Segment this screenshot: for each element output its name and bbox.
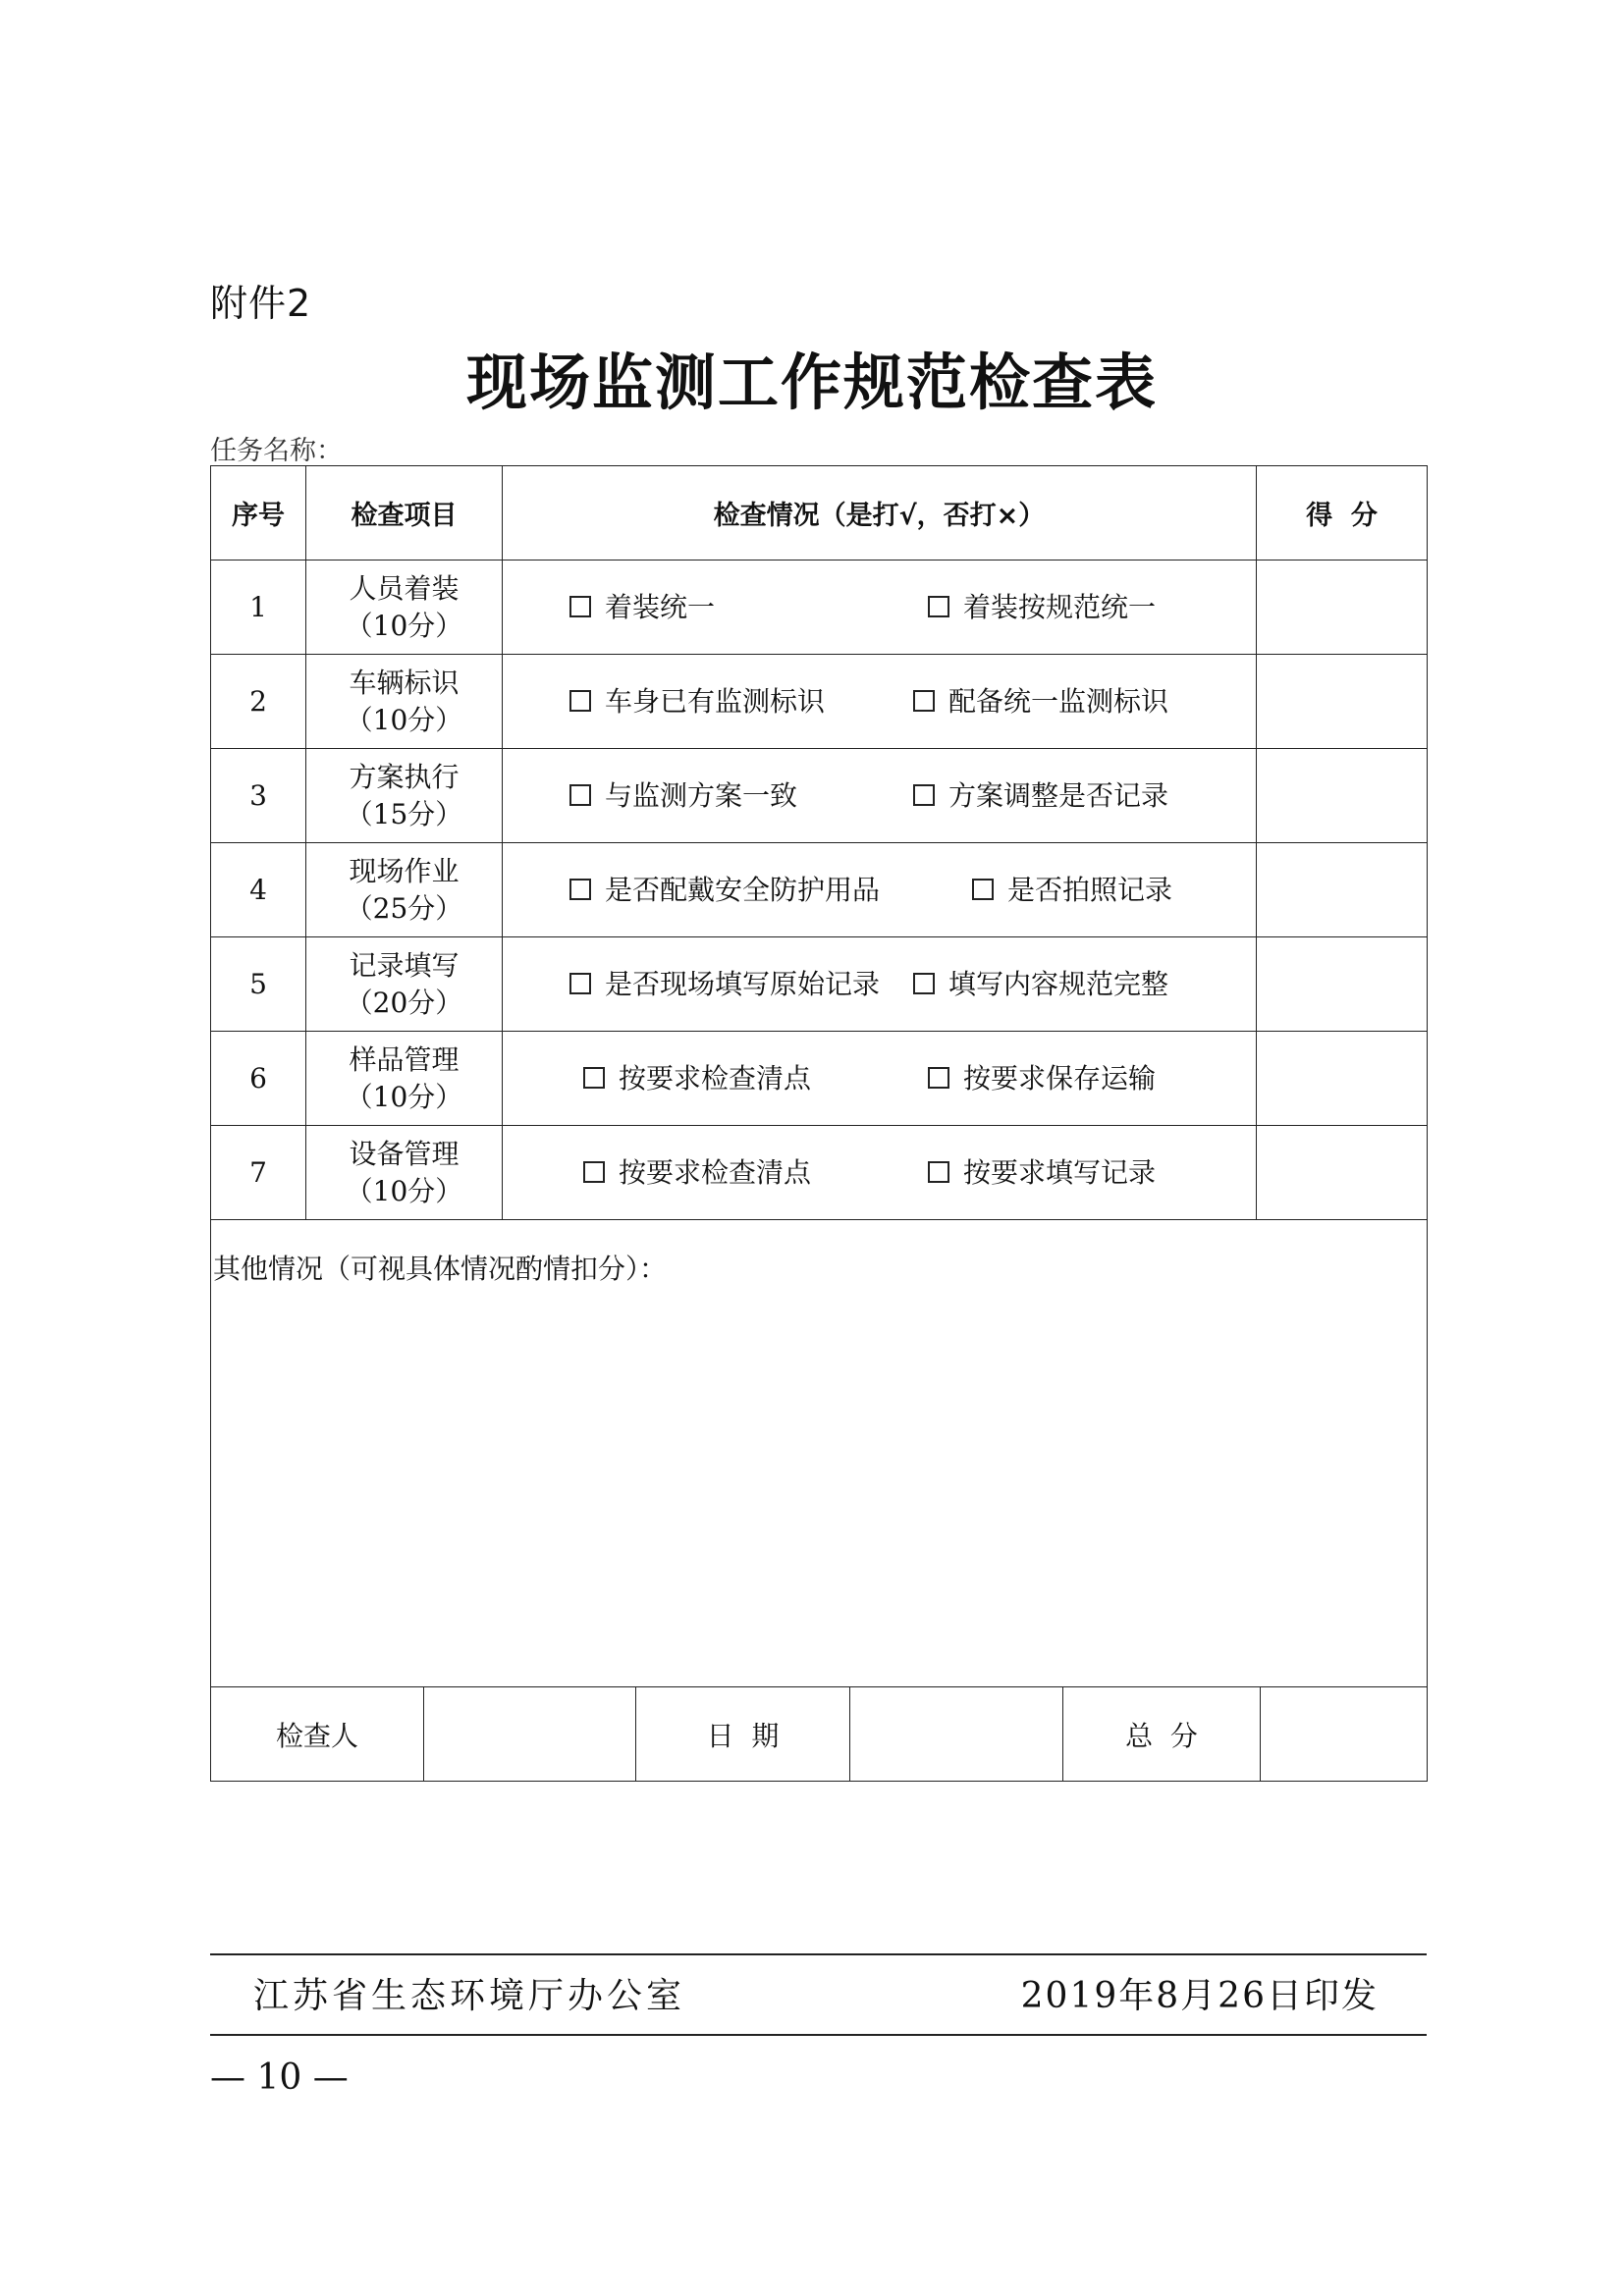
item-name: 记录填写: [349, 948, 460, 982]
issuing-office: 江苏省生态环境厅办公室: [253, 1976, 686, 2016]
check-item: [306, 561, 503, 655]
check-option: [569, 655, 825, 748]
score-cell[interactable]: [1257, 843, 1428, 937]
document-title: 现场监测工作规范检查表: [465, 347, 1158, 418]
item-points: （15分）: [345, 797, 463, 830]
check-option-label: 配备统一监测标识: [948, 685, 1169, 718]
checkbox[interactable]: [569, 879, 591, 900]
check-option: [913, 749, 1168, 842]
score-cell[interactable]: [1257, 937, 1428, 1032]
item-name: 设备管理: [349, 1137, 460, 1170]
checkbox[interactable]: [569, 973, 591, 994]
check-option: [583, 1126, 811, 1219]
checkbox[interactable]: [972, 879, 994, 900]
issue-date: 2019年8月26日印发: [1020, 1976, 1379, 2016]
checkbox[interactable]: [913, 973, 935, 994]
footer-rule-top: [210, 1953, 1427, 1955]
check-option-label: 是否拍照记录: [1007, 874, 1173, 906]
check-option-label: 与监测方案一致: [605, 779, 798, 812]
table-header-row: [211, 466, 1428, 561]
checkbox[interactable]: [913, 784, 935, 806]
column-header: 检查情况（是打√，否打×）: [503, 466, 1257, 561]
checkbox[interactable]: [913, 690, 935, 712]
score-cell[interactable]: [1257, 655, 1428, 749]
check-options: [503, 749, 1257, 843]
checkbox[interactable]: [569, 596, 591, 617]
check-item: [306, 1126, 503, 1220]
score-cell[interactable]: [1257, 749, 1428, 843]
row-number: 7: [211, 1126, 306, 1220]
table-row: [211, 937, 1428, 1032]
check-option-label: 着装统一: [605, 591, 716, 623]
check-item: [306, 1032, 503, 1126]
checkbox[interactable]: [583, 1067, 605, 1089]
checkbox[interactable]: [928, 1161, 949, 1183]
table-row: [211, 843, 1428, 937]
check-option-label: 是否配戴安全防护用品: [605, 874, 881, 906]
check-option-label: 是否现场填写原始记录: [605, 968, 881, 1000]
column-header: 得 分: [1257, 466, 1428, 561]
check-option: [928, 1126, 1156, 1219]
check-option: [913, 937, 1168, 1031]
check-option: [972, 843, 1172, 936]
check-option-label: 按要求检查清点: [619, 1062, 812, 1095]
item-points: （25分）: [345, 891, 463, 925]
check-option: [928, 561, 1156, 654]
inspector-label: 检查人: [211, 1687, 424, 1781]
row-number: 4: [211, 843, 306, 937]
checkbox[interactable]: [583, 1161, 605, 1183]
check-options: [503, 655, 1257, 749]
check-options: [503, 1032, 1257, 1126]
signature-table: [211, 1687, 1427, 1781]
table-row: [211, 1032, 1428, 1126]
table-row: [211, 561, 1428, 655]
check-option-label: 按要求检查清点: [619, 1156, 812, 1189]
row-number: 2: [211, 655, 306, 749]
signature-row: [211, 1687, 1428, 1782]
row-number: 6: [211, 1032, 306, 1126]
check-options: [503, 843, 1257, 937]
item-points: （10分）: [345, 1080, 463, 1113]
date-label: 日 期: [636, 1687, 850, 1781]
date-field[interactable]: [850, 1687, 1063, 1781]
check-option: [569, 749, 797, 842]
check-item: [306, 749, 503, 843]
item-name: 人员着装: [349, 571, 460, 605]
check-option-label: 按要求填写记录: [963, 1156, 1157, 1189]
attachment-label: 附件2: [210, 282, 312, 325]
checkbox[interactable]: [928, 1067, 949, 1089]
checkbox[interactable]: [569, 784, 591, 806]
table-row: [211, 1126, 1428, 1220]
checkbox[interactable]: [928, 596, 949, 617]
score-cell[interactable]: [1257, 561, 1428, 655]
row-number: 5: [211, 937, 306, 1032]
total-label: 总 分: [1063, 1687, 1261, 1781]
item-name: 方案执行: [349, 760, 460, 793]
footer-rule-bottom: [210, 2034, 1427, 2036]
item-points: （10分）: [345, 703, 463, 736]
check-option-label: 车身已有监测标识: [605, 685, 826, 718]
other-situations-row: [211, 1220, 1428, 1687]
table-row: [211, 655, 1428, 749]
score-cell[interactable]: [1257, 1126, 1428, 1220]
inspection-table: [210, 465, 1428, 1782]
check-options: [503, 1126, 1257, 1220]
page-number: — 10 —: [210, 2057, 349, 2098]
checkbox[interactable]: [569, 690, 591, 712]
other-situations-cell[interactable]: [211, 1220, 1428, 1687]
item-points: （10分）: [345, 1174, 463, 1207]
check-option-label: 按要求保存运输: [963, 1062, 1157, 1095]
total-field[interactable]: [1261, 1687, 1428, 1781]
check-item: [306, 843, 503, 937]
check-option-label: 着装按规范统一: [963, 591, 1157, 623]
inspector-field[interactable]: [424, 1687, 636, 1781]
table-row: [211, 749, 1428, 843]
check-option-label: 填写内容规范完整: [948, 968, 1169, 1000]
check-option: [928, 1032, 1156, 1125]
check-option: [569, 843, 880, 936]
column-header: 检查项目: [306, 466, 503, 561]
other-situations-label: 其他情况（可视具体情况酌情扣分）：: [213, 1253, 668, 1285]
item-name: 现场作业: [349, 854, 460, 887]
column-header: 序号: [211, 466, 306, 561]
item-name: 样品管理: [349, 1042, 460, 1076]
item-points: （20分）: [345, 986, 463, 1019]
check-item: [306, 655, 503, 749]
check-option: [583, 1032, 811, 1125]
score-cell[interactable]: [1257, 1032, 1428, 1126]
item-points: （10分）: [345, 609, 463, 642]
row-number: 1: [211, 561, 306, 655]
check-options: [503, 937, 1257, 1032]
check-option-label: 方案调整是否记录: [948, 779, 1169, 812]
check-option: [913, 655, 1168, 748]
check-options: [503, 561, 1257, 655]
check-option: [569, 561, 715, 654]
check-item: [306, 937, 503, 1032]
row-number: 3: [211, 749, 306, 843]
item-name: 车辆标识: [349, 666, 460, 699]
task-name-label: 任务名称：: [210, 436, 343, 466]
check-option: [569, 937, 880, 1031]
